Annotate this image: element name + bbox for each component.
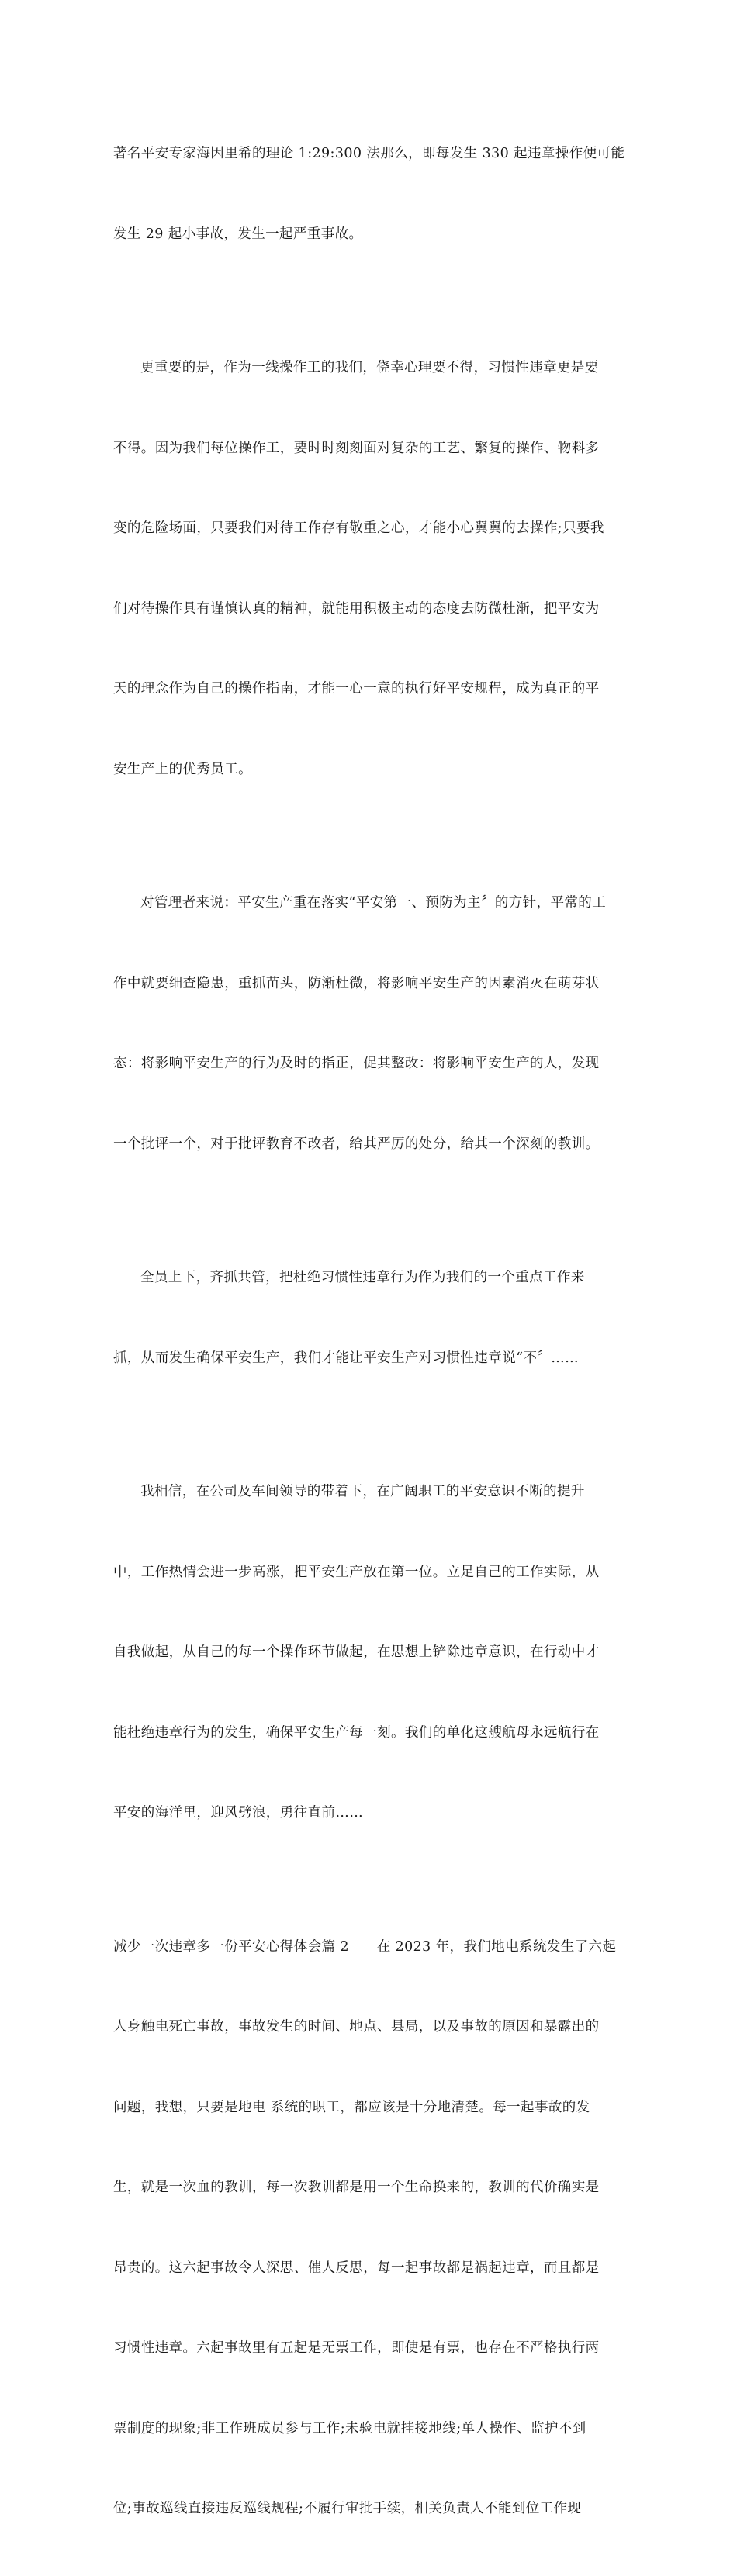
paragraph bbox=[113, 1425, 625, 1880]
paragraph bbox=[113, 87, 625, 301]
text-line: 更重要的是，作为一线操作工的我们，侥幸心理要不得，习惯性违章更是要 bbox=[140, 360, 599, 375]
text-line: 生，就是一次血的教训，每一次教训都是用一个生命换来的，教训的代价确实是 bbox=[113, 2180, 600, 2195]
paragraph bbox=[113, 836, 625, 1211]
text-line: 变的危险场面，只要我们对待工作存有敬重之心，才能小心翼翼的去操作;只要我 bbox=[113, 520, 604, 536]
paragraph bbox=[113, 1211, 625, 1425]
text-line: 作中就要细查隐患，重抓苗头，防渐杜微，将影响平安生产的因素消灭在萌芽状 bbox=[113, 975, 600, 991]
text-line: 平安的海洋里，迎风劈浪，勇往直前…… bbox=[113, 1805, 364, 1820]
text-line: 发生 29 起小事故，发生一起严重事故。 bbox=[113, 226, 363, 242]
text-line: 对管理者来说：平安生产重在落实“平安第一、预防为主〞的方针，平常的工 bbox=[140, 895, 607, 911]
document-body bbox=[113, 87, 625, 2576]
text-line: 中，工作热情会进一步高涨，把平安生产放在第一位。立足自己的工作实际，从 bbox=[113, 1564, 600, 1580]
text-line: 减少一次违章多一份平安心得体会篇 2 在 2023 年，我们地电系统发生了六起 bbox=[113, 1938, 617, 1955]
text-line: 票制度的现象;非工作班成员参与工作;未验电就挂接地线;单人操作、监护不到 bbox=[113, 2420, 586, 2436]
text-line: 人身触电死亡事故，事故发生的时间、地点、县局，以及事故的原因和暴露出的 bbox=[113, 2019, 600, 2035]
paragraph bbox=[113, 1880, 625, 2576]
text-line: 我相信，在公司及车间领导的带着下，在广阔职工的平安意识不断的提升 bbox=[140, 1484, 585, 1499]
text-line: 态：将影响平安生产的行为及时的指正，促其整改：将影响平安生产的人，发现 bbox=[113, 1056, 600, 1071]
text-line: 自我做起，从自己的每一个操作环节做起，在思想上铲除违章意识，在行动中才 bbox=[113, 1644, 600, 1660]
paragraph bbox=[113, 301, 625, 836]
text-line: 安生产上的优秀员工。 bbox=[113, 761, 252, 777]
text-line: 能杜绝违章行为的发生，确保平安生产每一刻。我们的单化这艘航母永远航行在 bbox=[113, 1724, 600, 1741]
text-line: 著名平安专家海因里希的理论 1:29:300 法那么，即每发生 330 起违章操作便可能 bbox=[113, 146, 625, 161]
text-line: 不得。因为我们每位操作工，要时时刻刻面对复杂的工艺、繁复的操作、物料多 bbox=[113, 440, 600, 456]
text-line: 一个批评一个，对于批评教育不改者，给其严厉的处分，给其一个深刻的教训。 bbox=[113, 1136, 600, 1152]
text-line: 习惯性违章。六起事故里有五起是无票工作，即使是有票，也存在不严格执行两 bbox=[113, 2340, 600, 2356]
text-line: 天的理念作为自己的操作指南，才能一心一意的执行好平安规程，成为真正的平 bbox=[113, 681, 600, 697]
text-line: 们对待操作具有谨慎认真的精神，就能用积极主动的态度去防微杜渐，把平安为 bbox=[113, 600, 600, 617]
text-line: 位;事故巡线直接违反巡线规程;不履行审批手续，相关负责人不能到位工作现 bbox=[113, 2501, 582, 2516]
text-line: 昂贵的。这六起事故令人深思、催人反思，每一起事故都是祸起违章，而且都是 bbox=[113, 2260, 600, 2276]
text-line: 问题，我想，只要是地电 系统的职工，都应该是十分地清楚。每一起事故的发 bbox=[113, 2099, 590, 2115]
text-line: 抓，从而发生确保平安生产，我们才能让平安生产对习惯性违章说“不〞…… bbox=[113, 1350, 580, 1366]
text-line: 全员上下，齐抓共管，把杜绝习惯性违章行为作为我们的一个重点工作来 bbox=[140, 1270, 585, 1285]
